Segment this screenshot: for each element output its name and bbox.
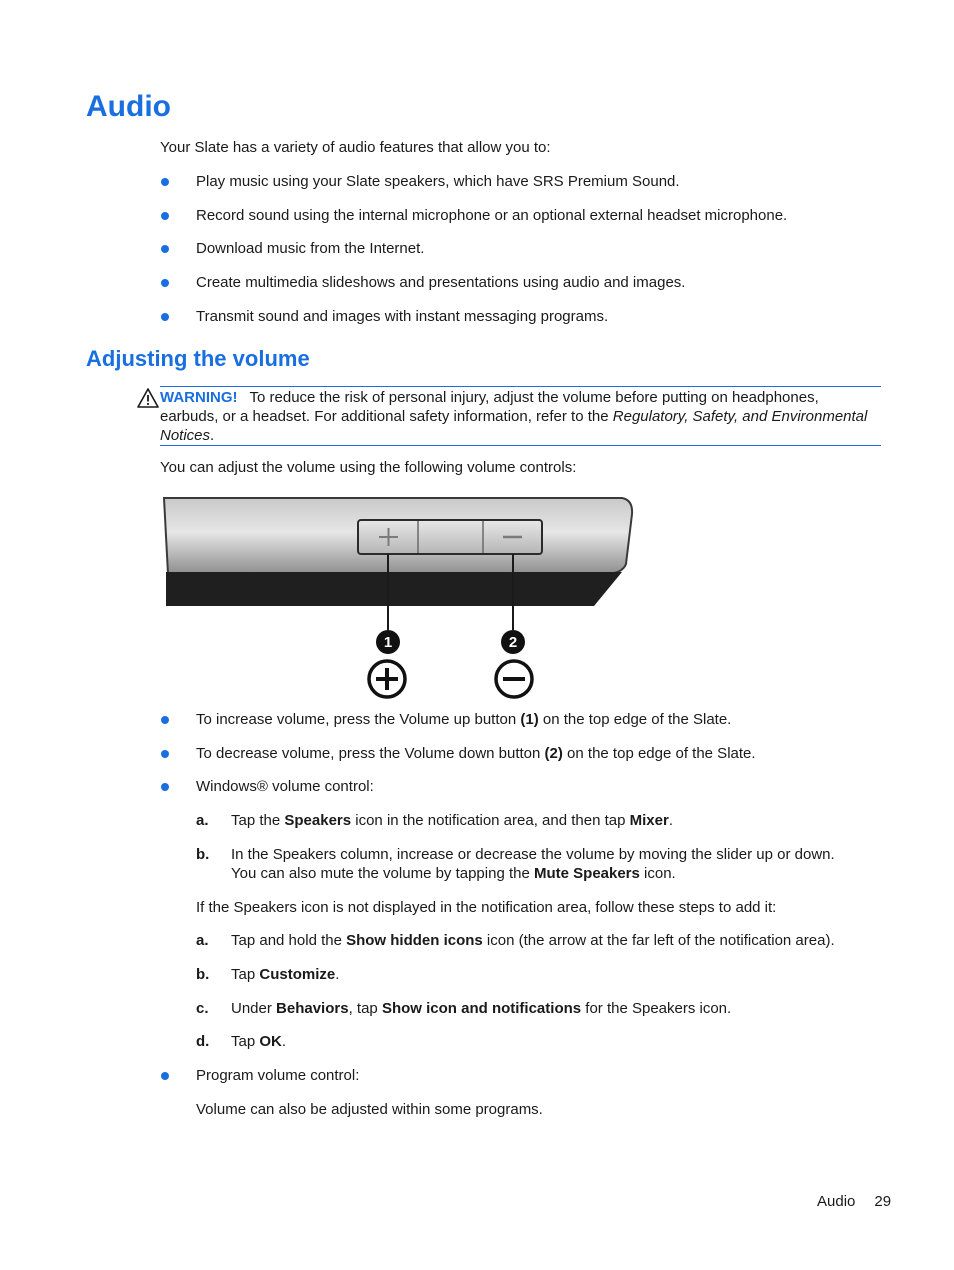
callout-1: 1: [383, 634, 393, 651]
list-item: Create multimedia slideshows and presentations using audio and images.: [196, 274, 686, 291]
step-text: Tap OK.: [231, 1033, 287, 1050]
warning-icon: [137, 388, 159, 408]
bullet-icon: [161, 178, 169, 186]
page-title: Audio: [86, 90, 171, 123]
callout-2: 2: [508, 634, 518, 651]
bullet-icon: [161, 212, 169, 220]
warning-end: .: [210, 427, 215, 444]
step-letter: d.: [196, 1033, 210, 1050]
step-text-cont: You can also mute the volume by tapping the Mute Speakers icon.: [231, 865, 676, 882]
step-letter: a.: [196, 812, 209, 829]
step-text: In the Speakers column, increase or decrease the volume by moving the slider up or down.: [231, 846, 835, 863]
warning-box: [160, 386, 881, 446]
bullet-icon: [161, 1072, 169, 1080]
minus-circle-icon: [496, 661, 532, 697]
bullet-icon: [161, 783, 169, 791]
step-text: Under Behaviors, tap Show icon and notifications for the Speakers icon.: [231, 1000, 732, 1017]
bullet-icon: [161, 750, 169, 758]
step-text: Tap the Speakers icon in the notification area, and then tap Mixer.: [231, 812, 673, 829]
footer-section: Audio: [817, 1193, 856, 1210]
list-item: Play music using your Slate speakers, which have SRS Premium Sound.: [196, 173, 680, 190]
bullet-icon: [161, 245, 169, 253]
section-title: Adjusting the volume: [86, 346, 310, 371]
list-item: Transmit sound and images with instant messaging programs.: [196, 308, 609, 325]
controls-intro: You can adjust the volume using the following volume controls:: [160, 459, 577, 476]
list-item: Download music from the Internet.: [196, 240, 425, 257]
plus-circle-icon: [369, 661, 405, 697]
list-item-volume-down: To decrease volume, press the Volume down button (2) on the top edge of the Slate.: [196, 745, 756, 762]
page-number: 29: [874, 1193, 892, 1210]
speakers-note: If the Speakers icon is not displayed in the notification area, follow these steps to add it:: [196, 899, 777, 916]
step-letter: b.: [196, 846, 210, 863]
step-letter: a.: [196, 932, 209, 949]
list-item: Record sound using the internal microphone or an optional external headset microphone.: [196, 207, 788, 224]
warning-reference: Regulatory, Safety, and Environmental Notices: [160, 408, 868, 444]
warning-text: [160, 388, 881, 445]
list-item-program: Program volume control:: [196, 1067, 360, 1084]
bullet-icon: [161, 716, 169, 724]
program-note: Volume can also be adjusted within some programs.: [196, 1101, 543, 1118]
volume-buttons-figure: [160, 494, 636, 702]
intro-text: Your Slate has a variety of audio features that allow you to:: [160, 139, 551, 156]
page-footer: [817, 1192, 891, 1211]
warning-body: To reduce the risk of personal injury, adjust the volume before putting on headphones, earbuds, or a headset. For additional safety information, refer to the: [160, 389, 819, 425]
list-item-volume-up: To increase volume, press the Volume up button (1) on the top edge of the Slate.: [196, 711, 732, 728]
step-letter: b.: [196, 966, 210, 983]
step-text: Tap and hold the Show hidden icons icon (the arrow at the far left of the notification area).: [231, 932, 835, 949]
step-text: Tap Customize.: [231, 966, 340, 983]
bullet-icon: [161, 279, 169, 287]
step-letter: c.: [196, 1000, 209, 1017]
warning-label: WARNING!: [160, 389, 238, 406]
bullet-icon: [161, 313, 169, 321]
list-item-windows: Windows® volume control:: [196, 778, 374, 795]
